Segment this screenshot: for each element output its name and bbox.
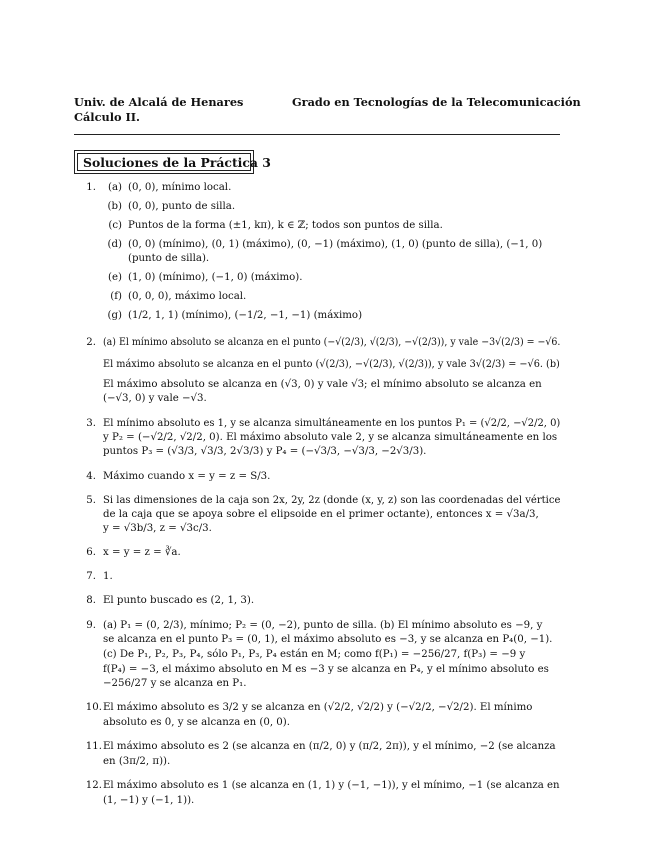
item-1d-text-cont: (punto de silla). (128, 253, 210, 264)
item-10-line-2: absoluto es 0, y se alcanza en (0, 0). (103, 717, 290, 728)
item-2-line-3: El máximo absoluto se alcanza en (√3, 0) y vale √3; el mínimo absoluto se alcanza en (103, 379, 542, 390)
item-2-line-4: (−√3, 0) y vale −√3. (103, 393, 207, 404)
item-5-number: 5. (86, 495, 96, 506)
item-8-number: 8. (86, 595, 96, 606)
item-3-line-1: El mínimo absoluto es 1, y se alcanza simultáneamente en los puntos P₁ = (√2/2, −√2/2, 0) (103, 418, 561, 429)
item-4-number: 4. (86, 471, 96, 482)
item-1g-label: (g) (107, 310, 122, 321)
item-1g-text: (1/2, 1, 1) (mínimo), (−1/2, −1, −1) (máximo) (128, 310, 363, 321)
item-7-number: 7. (86, 571, 96, 582)
item-1b-text: (0, 0), punto de silla. (128, 201, 236, 212)
item-1c-text: Puntos de la forma (±1, kπ), k ∈ ℤ; todos son puntos de silla. (128, 220, 443, 231)
item-2-number: 2. (86, 337, 96, 348)
item-5-line-2: de la caja que se apoya sobre el elipsoide en el primer octante), entonces x = √3a/3, (103, 509, 539, 520)
header-university: Univ. de Alcalá de Henares (74, 95, 244, 109)
item-5-line-1: Si las dimensiones de la caja son 2x, 2y, 2z (donde (x, y, z) son las coordenadas del vértice (103, 495, 561, 506)
item-3-line-3: puntos P₃ = (√3/3, √3/3, 2√3/3) y P₄ = (−√3/3, −√3/3, −2√3/3). (103, 446, 427, 457)
item-5-line-3: y = √3b/3, z = √3c/3. (103, 523, 212, 534)
item-9-line-2: se alcanza en el punto P₃ = (0, 1), el máximo absoluto es −3, y se alcanza en P₄(0, −1). (103, 634, 553, 645)
item-1a-text: (0, 0), mínimo local. (128, 182, 232, 193)
item-12-line-1: El máximo absoluto es 1 (se alcanza en (1, 1) y (−1, −1)), y el mínimo, −1 (se alcanza en (103, 780, 560, 791)
item-9-line-1: (a) P₁ = (0, 2/3), mínimo; P₂ = (0, −2), punto de silla. (b) El mínimo absoluto es −9, y (103, 620, 543, 631)
item-7-line-1: 1. (103, 571, 113, 582)
item-9-number: 9. (86, 620, 96, 631)
item-9-line-4: f(P₄) = −3, el máximo absoluto en M es −3 y se alcanza en P₄, y el mínimo absoluto es (103, 664, 549, 675)
item-1e-label: (e) (108, 272, 122, 283)
header-course: Cálculo II. (74, 110, 140, 124)
item-10-line-1: El máximo absoluto es 3/2 y se alcanza en (√2/2, √2/2) y (−√2/2, −√2/2). El mínimo (103, 702, 533, 713)
item-1d-label: (d) (107, 239, 122, 250)
title-box (74, 150, 271, 174)
item-1a-label: (a) (107, 182, 122, 193)
item-11-number: 11. (85, 741, 102, 752)
item-1d-text: (0, 0) (mínimo), (0, 1) (máximo), (0, −1) (máximo), (1, 0) (punto de silla), (−1, 0) (128, 239, 543, 250)
item-11-line-2: en (3π/2, π)). (103, 756, 171, 767)
item-12-line-2: (1, −1) y (−1, 1)). (103, 795, 195, 806)
item-3-number: 3. (86, 418, 96, 429)
item-9-line-3: (c) De P₁, P₂, P₃, P₄, sólo P₁, P₃, P₄ están en M; como f(P₁) = −256/27, f(P₃) = −9 y (103, 649, 526, 660)
header-degree: Grado en Tecnologías de la Telecomunicación (292, 95, 581, 109)
item-9-line-5: −256/27 y se alcanza en P₁. (103, 678, 247, 689)
item-2-line-1: (a) El mínimo absoluto se alcanza en el punto (−√(2/3), √(2/3), −√(2/3)), y vale −3√(2/3) = −√6. (103, 337, 561, 348)
item-10-number: 10. (85, 702, 102, 713)
item-3-line-2: y P₂ = (−√2/2, √2/2, 0). El máximo absoluto vale 2, y se alcanza simultáneamente en los (103, 432, 558, 443)
item-6-line-1: x = y = z = ∛a. (103, 547, 181, 558)
item-1-number: 1. (86, 182, 96, 193)
item-1e-text: (1, 0) (mínimo), (−1, 0) (máximo). (128, 272, 303, 283)
item-1f-label: (f) (110, 291, 122, 302)
item-4-line-1: Máximo cuando x = y = z = S/3. (103, 471, 271, 482)
item-11-line-1: El máximo absoluto es 2 (se alcanza en (π/2, 0) y (π/2, 2π)), y el mínimo, −2 (se alcanza (103, 741, 556, 752)
item-1f-text: (0, 0, 0), máximo local. (128, 291, 247, 302)
item-1b-label: (b) (107, 201, 122, 212)
item-12-number: 12. (85, 780, 102, 791)
item-8-line-1: El punto buscado es (2, 1, 3). (103, 595, 255, 606)
page-title: Soluciones de la Práctica 3 (77, 153, 251, 171)
item-2-line-2: El máximo absoluto se alcanza en el punto (√(2/3), −√(2/3), √(2/3)), y vale 3√(2/3) = −√6. (b) (103, 359, 560, 370)
item-1c-label: (c) (108, 220, 122, 231)
header-rule (74, 134, 560, 135)
item-6-number: 6. (86, 547, 96, 558)
